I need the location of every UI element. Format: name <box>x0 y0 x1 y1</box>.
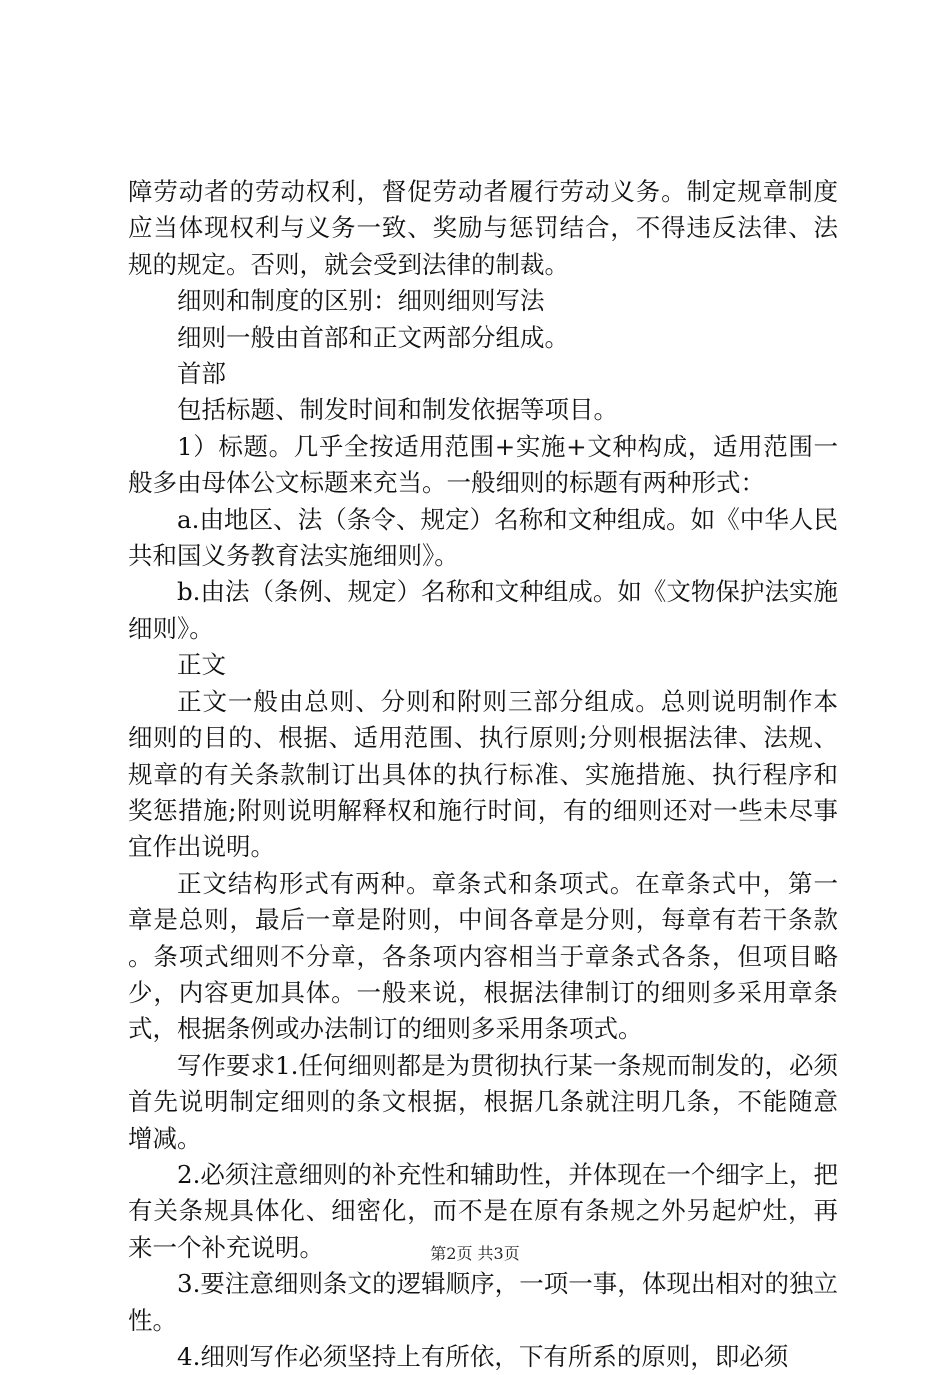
document-body <box>128 174 838 1375</box>
body-paragraph: a.由地区、法（条令、规定）名称和文种组成。如《中华人民共和国义务教育法实施细则》。 <box>128 504 838 571</box>
body-paragraph: 1）标题。几乎全按适用范围+实施+文种构成，适用范围一般多由母体公文标题来充当。一般细则的标题有两种形式： <box>128 431 838 498</box>
body-paragraph: 正文 <box>177 650 226 680</box>
body-paragraph: 2.必须注意细则的补充性和辅助性，并体现在一个细字上，把有关条规具体化、细密化，而不是在原有条规之外另起炉灶，再来一个补充说明。 <box>128 1159 838 1262</box>
body-paragraph: 写作要求1.任何细则都是为贯彻执行某一条规而制发的，必须首先说明制定细则的条文根据，根据几条就注明几条，不能随意增减。 <box>128 1050 838 1153</box>
body-paragraph: 障劳动者的劳动权利，督促劳动者履行劳动义务。制定规章制度应当体现权利与义务一致、奖励与惩罚结合，不得违反法律、法规的规定。否则，就会受到法律的制裁。 <box>128 177 838 279</box>
body-paragraph: 正文结构形式有两种。章条式和条项式。在章条式中，第一章是总则，最后一章是附则，中间各章是分则，每章有若干条款。条项式细则不分章，各条项内容相当于章条式各条，但项目略少，内容更加具体。一般来说，根据法律制订的细则多采用章条式，根据条例或办法制订的细则多采用条项式。 <box>128 868 838 1044</box>
body-paragraph: b.由法（条例、规定）名称和文种组成。如《文物保护法实施细则》。 <box>128 577 838 643</box>
body-paragraph: 3.要注意细则条文的逻辑顺序，一项一事，体现出相对的独立性。 <box>128 1269 838 1335</box>
body-paragraph: 4.细则写作必须坚持上有所依，下有所系的原则，即必须 <box>177 1342 789 1371</box>
page-footer: 第2页 共3页 <box>430 1244 520 1263</box>
body-paragraph: 细则一般由首部和正文两部分组成。 <box>177 322 569 352</box>
body-paragraph: 正文一般由总则、分则和附则三部分组成。总则说明制作本细则的目的、根据、适用范围、执行原则;分则根据法律、法规、规章的有关条款制订出具体的执行标准、实施措施、执行程序和奖惩措施;附则说明解释权和施行时间，有的细则还对一些未尽事宜作出说明。 <box>128 686 838 862</box>
body-paragraph: 细则和制度的区别：细则细则写法 <box>177 286 545 316</box>
body-paragraph: 首部 <box>177 359 226 389</box>
body-paragraph: 包括标题、制发时间和制发依据等项目。 <box>177 395 618 425</box>
